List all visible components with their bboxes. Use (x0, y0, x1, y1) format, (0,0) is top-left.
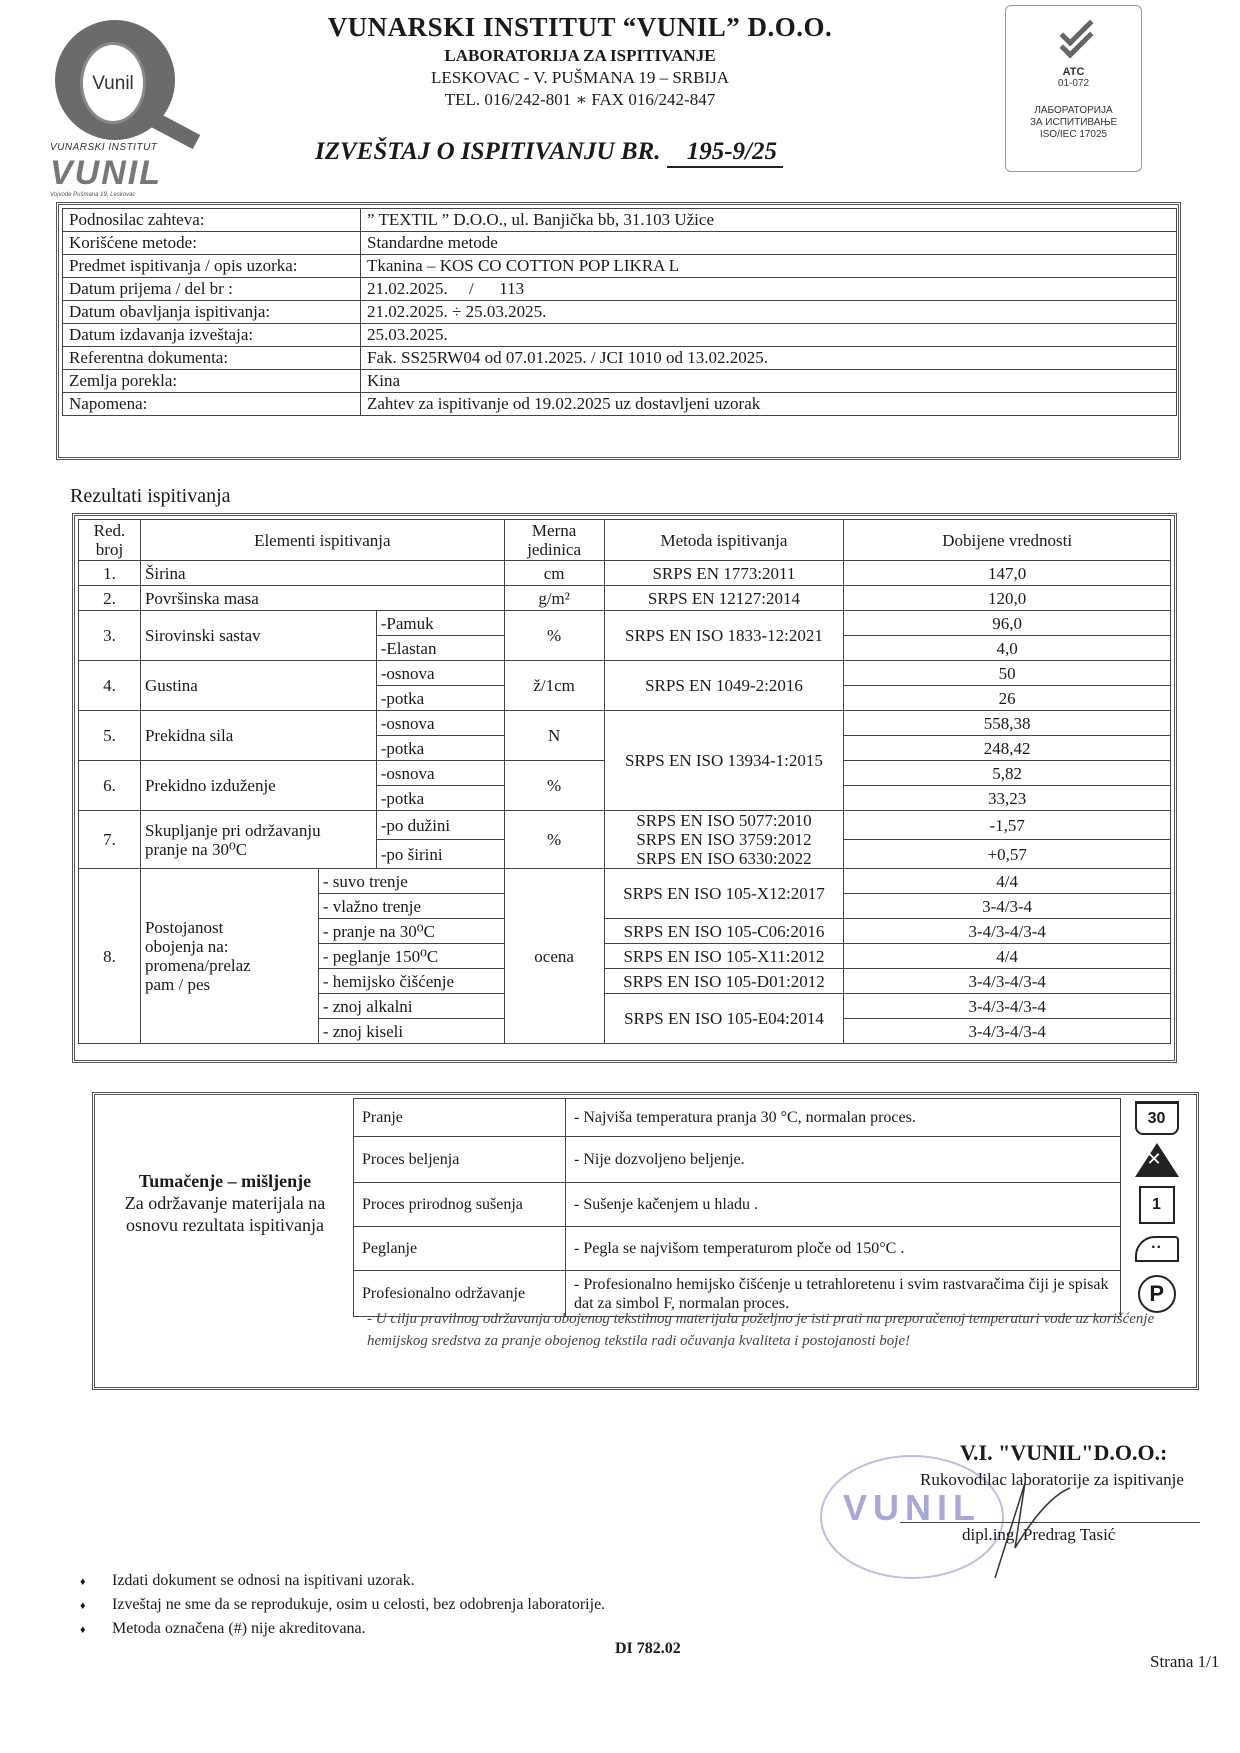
atc-code: ATC (1062, 66, 1085, 78)
results-heading: Rezultati ispitivanja (70, 485, 231, 507)
line-dry-shade-icon: 1 (1139, 1186, 1175, 1224)
no-bleach-cross: ✕ (1146, 1148, 1162, 1170)
table-row (79, 661, 1171, 686)
row-value: 3-4/3-4/3-4 (844, 969, 1171, 994)
atc-line2: ЗА ИСПИТИВАЊЕ (1029, 117, 1118, 128)
table-row (79, 561, 1171, 586)
row-sub: - pranje na 30⁰C (318, 919, 504, 944)
row-sub: - znoj kiseli (318, 1019, 504, 1044)
row-no: 4. (79, 661, 141, 711)
info-table (62, 208, 1177, 416)
row-unit: % (504, 811, 604, 869)
row-method: SRPS EN ISO 105-X11:2012 (604, 944, 844, 969)
row-value: -1,57 (844, 811, 1171, 840)
care-label: Peglanje (354, 1227, 566, 1271)
row-value: 147,0 (844, 561, 1171, 586)
care-text: - Najviša temperatura pranja 30 °C, normalan proces. (566, 1099, 1121, 1137)
info-label: Zemlja porekla: (63, 370, 361, 393)
row-element (140, 811, 376, 869)
row-element-line2: obojenja na: (144, 937, 229, 956)
row-value: 5,82 (844, 761, 1171, 786)
row-method: SRPS EN ISO 105-D01:2012 (604, 969, 844, 994)
logo-address: Vojvode Pušmana 19, Leskovac (50, 192, 136, 198)
info-value: Fak. SS25RW04 od 07.01.2025. / JCI 1010 od 13.02.2025. (361, 347, 1177, 370)
care-row (354, 1227, 1193, 1271)
iron-icon: ·· (1135, 1236, 1179, 1262)
table-row (79, 586, 1171, 611)
header-red-broj: Red. broj (79, 520, 141, 561)
row-value: 50 (844, 661, 1171, 686)
header-vrednosti: Dobijene vrednosti (844, 520, 1171, 561)
header-elementi: Elementi ispitivanja (140, 520, 504, 561)
report-number: 195-9/25 (667, 138, 783, 168)
row-value: 3-4/3-4/3-4 (844, 1019, 1171, 1044)
info-label: Referentna dokumenta: (63, 347, 361, 370)
row-unit: % (504, 761, 604, 811)
care-text: - Pegla se najvišom temperaturom ploče od 150°C . (566, 1227, 1121, 1271)
results-grid (78, 519, 1171, 1044)
footer-text: Izveštaj ne sme da se reprodukuje, osim u celosti, bez odobrenja laboratorije. (112, 1596, 606, 1613)
info-label: Predmet ispitivanja / opis uzorka: (63, 255, 361, 278)
interpretation-sub1: Za održavanje materijala na (124, 1193, 326, 1213)
row-sub: - hemijsko čišćenje (318, 969, 504, 994)
row-sub: -osnova (376, 761, 504, 786)
table-row (79, 711, 1171, 736)
table-row (63, 347, 1177, 370)
report-title (315, 138, 783, 168)
row-no: 7. (79, 811, 141, 869)
row-value: 4/4 (844, 944, 1171, 969)
row-method: SRPS EN 12127:2014 (604, 586, 844, 611)
atc-line1: ЛАБОРАТОРИЈА (1034, 105, 1113, 116)
atc-logo-icon (1054, 20, 1094, 60)
row-sub: - peglanje 150⁰C (318, 944, 504, 969)
row-sub: - vlažno trenje (318, 894, 504, 919)
table-row (63, 324, 1177, 347)
info-value: Standardne metode (361, 232, 1177, 255)
row-element: Prekidno izduženje (140, 761, 376, 811)
row-no: 3. (79, 611, 141, 661)
table-row (79, 869, 1171, 894)
row-method: SRPS EN 1049-2:2016 (604, 661, 844, 711)
signature-company: V.I. "VUNIL"D.O.O.: (960, 1440, 1168, 1465)
info-value: Tkanina – KOS CO COTTON POP LIKRA L (361, 255, 1177, 278)
row-unit: ocena (504, 869, 604, 1044)
row-value: 3-4/3-4/3-4 (844, 919, 1171, 944)
care-label: Profesionalno održavanje (354, 1271, 566, 1317)
info-label: Datum prijema / del br : (63, 278, 361, 301)
row-element: Gustina (140, 661, 376, 711)
row-element-line1: Skupljanje pri održavanju (144, 820, 321, 840)
no-bleach-icon (1135, 1143, 1179, 1177)
interpretation-title (100, 1170, 350, 1236)
report-label: IZVEŠTAJ O ISPITIVANJU BR. (315, 138, 661, 165)
info-value: ” TEXTIL ” D.O.O., ul. Banjička bb, 31.103 Užice (361, 209, 1177, 232)
row-value: 4/4 (844, 869, 1171, 894)
row-unit: g/m² (504, 586, 604, 611)
care-label: Proces prirodnog sušenja (354, 1183, 566, 1227)
care-text: - Sušenje kačenjem u hladu . (566, 1183, 1121, 1227)
document-code: DI 782.02 (615, 1640, 681, 1657)
footer-text: Izdati dokument se odnosi na ispitivani uzorak. (112, 1572, 415, 1589)
table-header-row (79, 520, 1171, 561)
footer-note-3 (80, 1620, 366, 1638)
institute-name: VUNARSKI INSTITUT “VUNIL” D.O.O. (327, 12, 833, 42)
page-number: Strana 1/1 (1150, 1652, 1220, 1671)
care-note: - U cilju pravilnog održavanja obojenog tekstilnog materijala poželjno je isti prati na preporučenoj temperaturi vode uz korišćenje hemijskog sredstva za pranje obojenog tekstila radi očuvanja kvaliteta i postojanosti boje! (367, 1311, 1155, 1349)
table-row (63, 232, 1177, 255)
info-value: 21.02.2025. / 113 (361, 278, 1177, 301)
footer-note-2 (80, 1596, 605, 1614)
table-row (63, 255, 1177, 278)
care-row (354, 1183, 1193, 1227)
row-no: 1. (79, 561, 141, 586)
info-label: Korišćene metode: (63, 232, 361, 255)
row-sub: - znoj alkalni (318, 994, 504, 1019)
care-row (354, 1137, 1193, 1183)
row-sub: - suvo trenje (318, 869, 504, 894)
lab-name: LABORATORIJA ZA ISPITIVANJE (444, 46, 716, 65)
row-unit: cm (504, 561, 604, 586)
info-label: Datum izdavanja izveštaja: (63, 324, 361, 347)
row-unit: % (504, 611, 604, 661)
header-merna: Merna jedinica (504, 520, 604, 561)
care-text: - Profesionalno hemijsko čišćenje u tetrahloretenu i svim rastvaračima čiji je spisak dat za simbol F, normalan proces. (566, 1271, 1121, 1317)
bullet-icon: ♦ (80, 1600, 86, 1612)
info-value: 25.03.2025. (361, 324, 1177, 347)
bullet-icon: ♦ (80, 1624, 86, 1636)
care-icon-cell (1121, 1183, 1193, 1227)
address: LESKOVAC - V. PUŠMANA 19 – SRBIJA (430, 68, 730, 87)
row-element: Prekidna sila (140, 711, 376, 761)
handwritten-signature (985, 1478, 1075, 1588)
row-method: SRPS EN ISO 105-C06:2016 (604, 919, 844, 944)
accreditation-badge (1005, 5, 1142, 172)
row-unit: N (504, 711, 604, 761)
care-row (354, 1099, 1193, 1137)
row-method (604, 811, 844, 869)
info-value: 21.02.2025. ÷ 25.03.2025. (361, 301, 1177, 324)
signature-role: Rukovodilac laboratorije za ispitivanje (920, 1470, 1184, 1489)
logo-inner (80, 42, 146, 124)
row-no: 8. (79, 869, 141, 1044)
phone-fax: TEL. 016/242-801 ∗ FAX 016/242-847 (444, 90, 716, 109)
row-no: 5. (79, 711, 141, 761)
row-method-line1: SRPS EN ISO 5077:2010 (636, 811, 812, 830)
row-sub: -osnova (376, 661, 504, 686)
atc-number: 01-072 (1057, 78, 1090, 89)
interpretation-heading: Tumačenje – mišljenje (138, 1171, 312, 1191)
row-element-line2: pranje na 30⁰C (144, 839, 248, 859)
row-no: 2. (79, 586, 141, 611)
header-metoda: Metoda ispitivanja (604, 520, 844, 561)
table-row (63, 301, 1177, 324)
info-value: Zahtev za ispitivanje od 19.02.2025 uz dostavljeni uzorak (361, 393, 1177, 416)
care-text: - Nije dozvoljeno beljenje. (566, 1137, 1121, 1183)
row-sub: -potka (376, 786, 504, 811)
row-sub: -po širini (376, 840, 504, 869)
row-method-line2: SRPS EN ISO 3759:2012 (636, 830, 812, 849)
care-label: Pranje (354, 1099, 566, 1137)
row-value: 4,0 (844, 636, 1171, 661)
row-sub: -po dužini (376, 811, 504, 840)
row-sub: -potka (376, 736, 504, 761)
table-row (63, 278, 1177, 301)
row-method-line3: SRPS EN ISO 6330:2022 (636, 849, 812, 868)
table-row (79, 811, 1171, 840)
row-value: 26 (844, 686, 1171, 711)
row-value: 33,23 (844, 786, 1171, 811)
row-method: SRPS EN 1773:2011 (604, 561, 844, 586)
row-element-line4: pam / pes (144, 975, 211, 994)
wash-30-icon: 30 (1135, 1101, 1179, 1135)
atc-line3: ISO/IEC 17025 (1039, 129, 1108, 140)
info-label: Napomena: (63, 393, 361, 416)
row-value: 3-4/3-4 (844, 894, 1171, 919)
row-element: Širina (140, 561, 504, 586)
row-element: Površinska masa (140, 586, 504, 611)
table-row (63, 209, 1177, 232)
row-method: SRPS EN ISO 1833-12:2021 (604, 611, 844, 661)
row-value: 558,38 (844, 711, 1171, 736)
stamp-text: VUNIL (843, 1487, 981, 1528)
info-label: Podnosilac zahteva: (63, 209, 361, 232)
row-sub: -Elastan (376, 636, 504, 661)
dry-clean-p-icon: P (1138, 1275, 1176, 1313)
bullet-icon: ♦ (80, 1576, 86, 1588)
table-row (63, 370, 1177, 393)
row-method: SRPS EN ISO 105-X12:2017 (604, 869, 844, 919)
atc-text (1006, 105, 1141, 141)
row-value: +0,57 (844, 840, 1171, 869)
row-unit: ž/1cm (504, 661, 604, 711)
row-no: 6. (79, 761, 141, 811)
interpretation-sub2: osnovu rezultata ispitivanja (126, 1215, 324, 1235)
table-row (63, 393, 1177, 416)
signature-name: dipl.ing. Predrag Tasić (962, 1525, 1116, 1544)
row-method: SRPS EN ISO 105-E04:2014 (604, 994, 844, 1044)
row-element: Sirovinski sastav (140, 611, 376, 661)
row-value: 96,0 (844, 611, 1171, 636)
logo-inner-text: Vunil (92, 73, 134, 94)
row-element (140, 869, 318, 1044)
table-row (79, 611, 1171, 636)
care-table (353, 1098, 1193, 1317)
info-label: Datum obavljanja ispitivanja: (63, 301, 361, 324)
care-icon-cell (1121, 1227, 1193, 1271)
care-icon-cell (1121, 1137, 1193, 1183)
logo-subtitle: VUNARSKI INSTITUT (50, 142, 158, 153)
care-label: Proces beljenja (354, 1137, 566, 1183)
logo-wordmark: VUNIL (50, 154, 162, 192)
care-icon-cell (1121, 1099, 1193, 1137)
row-element-line1: Postojanost (144, 918, 224, 937)
footer-text: Metoda označena (#) nije akreditovana. (112, 1620, 366, 1637)
row-value: 248,42 (844, 736, 1171, 761)
row-value: 3-4/3-4/3-4 (844, 994, 1171, 1019)
row-element-line3: promena/prelaz (144, 956, 251, 975)
row-value: 120,0 (844, 586, 1171, 611)
footer-note-1 (80, 1572, 415, 1590)
row-sub: -potka (376, 686, 504, 711)
info-value: Kina (361, 370, 1177, 393)
row-method: SRPS EN ISO 13934-1:2015 (604, 711, 844, 811)
row-sub: -Pamuk (376, 611, 504, 636)
institute-logo (50, 20, 200, 200)
row-sub: -osnova (376, 711, 504, 736)
